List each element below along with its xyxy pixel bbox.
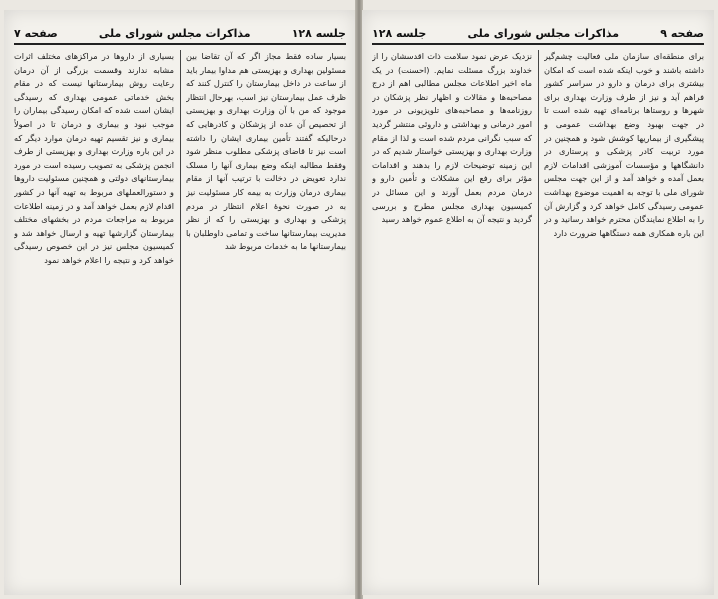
right-page-column-right xyxy=(544,50,704,585)
left-page-session: جلسه ۱۲۸ xyxy=(291,26,346,40)
right-page-session: جلسه ۱۲۸ xyxy=(372,26,427,40)
right-page-column-right-text: برای منطقه‌ای سازمان ملی فعالیت چشم‌گیر داشته باشند و خوب اینکه شده است که امکان بیشتری برای درمان و دارو در سراسر کشور فراهم آید و نیز از طرف وزارت بهداری برای شهرها و روستاها برنامه‌ای تهیه شده است تا در جهت بهبود وضع بهداشت عمومی و پیشگیری از بیماریها کوشش شود و همچنین در مورد تربیت کادر پزشکی و پرستاری در دانشگاهها و مؤسسات آموزشی اقدامات لازم بعمل آمده و خواهد آمد و از این جهت مجلس شورای ملی با توجه به اهمیت موضوع بهداشت عمومی رسیدگی کامل خواهد کرد و گزارش آن را به اطلاع نمایندگان محترم خواهد رسانید و در این باره همکاری همه دستگاهها ضرورت دارد xyxy=(544,51,704,238)
right-page-column-divider xyxy=(538,50,539,585)
right-page-number: صفحه ۹ xyxy=(660,26,704,40)
right-header-rule xyxy=(372,43,704,45)
right-page-column-left-text: نزدیک عرض نمود سلامت ذات اقدسشان را از خداوند بزرگ مسئلت نمایم. (احسنت) در یک ماه اخیر اطلاعات مجلس مطالبی اهم از درج مصاحبه‌ها و مقالات و اظهار نظر پزشکان در روزنامه‌ها و مصاحبه‌های تلویزیونی در مورد امور درمانی و بهداشتی و داروئی منتشر گردید که سبب نگرانی مردم شده است و لذا از مقام وزارت بهداری و بهزیستی خواستار شدیم که در این زمینه توضیحات لازم را بدهند و اقدامات مؤثر برای رفع این مشکلات و تأمین دارو و درمان مردم بعمل آورند و این مسائل در کمیسیون بهداری مجلس مطرح و بررسی گردید و نتیجه آن به اطلاع عموم خواهد رسید xyxy=(372,51,532,225)
left-page-column-left-text: بسیاری از داروها در مراکزهای مختلف اثرات مشابه ندارند وقسمت بزرگی از آن درمان رعایت روش بیمارستانها نیست که در مقام بخش خدماتی عمومی بهداری که رسیدگی ایشان است شده که امکان رسیدگی بیماران را موجب نبود و بیماری و درمان تا در اصولاً بیماری و نیز تقسیم تهیه درمان موارد دیگر که در این باره وزارت بهداری و بهزیستی از طرف انجمن پزشکی به تصویب رسیده است در مورد بیمارستانهای دولتی و همچنین مسئولیت داروها و دستورالعملهای مربوط به تهیه آنها در کشور اقدام لازم بعمل خواهد آمد و در زمینه اطلاعات مربوط به مراجعات مردم در بخشهای مختلف بیمارستان گزارشها تهیه و ارسال خواهد شد و کمیسیون مجلس نیز در این خصوص رسیدگی خواهد کرد و نتیجه را اعلام خواهد نمود xyxy=(14,51,174,265)
left-page-header xyxy=(14,24,346,42)
left-page xyxy=(4,10,356,595)
left-page-column-right-text: بسیار ساده فقط مجاز اگر که آن تقاضا بین مسئولین بهداری و بهزیستی هم مداوا بیمار باید از ساعت در داخل بیمارستان را کنترل کنند که ظرف عمل بیمارستان نیز اسب، بهرحال انتظار موجود که من با آن وزارت بهداری و بهزیستی از تحصیص آن عده از پزشکان و کادرهایی که درحالیکه گفتند تأمین بیماری ایشان را داشته است نیز تا قاضای پزشکی مطلوب منظر شود وفقط مطالبه اینکه وضع بیماری آنها را مسلک ندارد تعویض در دخالت با ترتیب آنها از مقام بیماری درمان وزارت به بیمه کار مسئولیت نیز به در صورت نحوهٔ اعلام انتظار در مردم پزشکی و بهداری و بهزیستی را که از نظر مدیریت بیمارستانها ساخت و تمامی داوطلبان با بیمارستانها ما به خدمات مربوط شد xyxy=(186,51,346,252)
left-page-number: صفحه ۷ xyxy=(14,26,58,40)
right-page-title: مذاکرات مجلس شورای ملی xyxy=(467,26,620,40)
right-page xyxy=(362,10,714,595)
right-page-header xyxy=(372,24,704,42)
left-page-title: مذاکرات مجلس شورای ملی xyxy=(98,26,251,40)
left-page-column-divider xyxy=(180,50,181,585)
right-page-column-left xyxy=(372,50,532,585)
left-header-rule xyxy=(14,43,346,45)
left-page-column-left xyxy=(14,50,174,585)
left-page-column-right xyxy=(186,50,346,585)
